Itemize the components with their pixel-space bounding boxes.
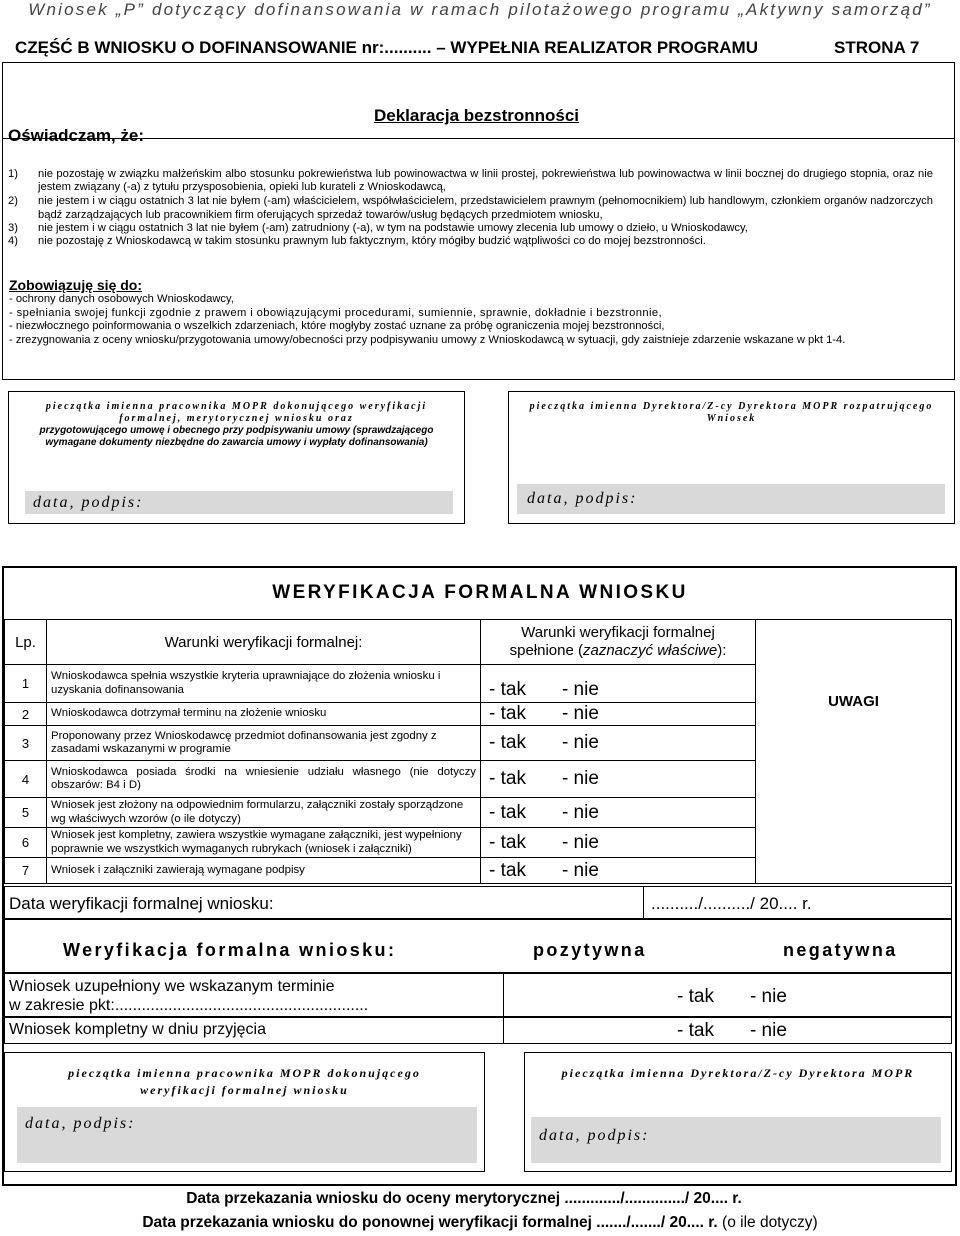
stamp-label: pieczątka imienna pracownika MOPR dokonującego weryfikacji formalnej, merytorycznej wniosku oraz	[45, 401, 428, 424]
tak-nie-choice[interactable]: - tak - nie	[677, 1020, 787, 1041]
footer-line-1: Data przekazania wniosku do oceny merytorycznej ............./............../ 20.... r.	[186, 1190, 742, 1207]
complete-text: Wniosek kompletny w dniu przyjęcia	[9, 1021, 266, 1038]
obligations-list	[9, 293, 939, 347]
result-row	[4, 918, 952, 974]
tak-nie-choice[interactable]: - tak - nie	[481, 828, 756, 858]
supplement-row	[4, 972, 952, 1018]
obligation-item: - zrezygnowania z oceny wniosku/przygotowania umowy/obecności przy podpisywaniu umowy z Wnioskodawcą w sytuacji, gdy zaistnieje zdarzenie wskazane w pkt 1-4.	[9, 333, 846, 346]
table-header-row	[5, 620, 952, 665]
document-header: Wniosek „P” dotyczący dofinansowania w ramach pilotażowego programu „Aktywny samorząd”	[28, 0, 932, 19]
result-positive[interactable]: pozytywna	[533, 940, 647, 960]
date-value[interactable]: ........../........../ 20.... r.	[651, 894, 812, 913]
declaration-header-box	[2, 62, 955, 139]
date-signature-field[interactable]: data, podpis:	[531, 1117, 941, 1163]
col-notes: UWAGI	[756, 620, 952, 884]
table-row: 4 Wnioskodawca posiada środki na wniesienie udziału własnego (nie dotyczy obszarów: B4 i D) - tak - nie	[5, 761, 952, 798]
date-signature-field[interactable]: data, podpis:	[17, 1107, 477, 1163]
table-row: 6 Wniosek jest kompletny, zawiera wszystkie wymagane załączniki, jest wypełniony poprawnie we wszystkich wymaganych rubrykach (wniosek i załączniki) - tak - nie	[5, 828, 952, 858]
obligation-item: - ochrony danych osobowych Wnioskodawcy,	[9, 293, 234, 305]
obligation-item: - niezwłocznego poinformowania o wszelkich zdarzeniach, które mogłyby zostać uznane za próbę ograniczenia mojej bezstronności,	[9, 320, 665, 333]
tak-nie-choice[interactable]: - tak - nie	[481, 726, 756, 761]
declaration-item: 2) nie jestem i w ciągu ostatnich 3 lat nie byłem (-am) właścicielem, współwłaścicielem, przedstawicielem prawnym (pełnomocnikiem) lub handlowym, członkiem organów nadzorczych bądź zarządzających lub pracownikiem firm oferujących sprzedaż towarów/usług będących przedmiotem wniosku,	[8, 195, 933, 221]
date-signature-field[interactable]: data, podpis:	[517, 484, 945, 514]
divider	[503, 1017, 504, 1043]
declaration-heading: Deklaracja bezstronności	[374, 106, 580, 125]
declaration-item: 1) nie pozostaję w związku małżeńskim albo stosunku pokrewieństwa lub powinowactwa w linii prostej, pokrewieństwa lub powinowactwa w linii bocznej do drugiego stopnia, oraz nie jestem związany (-a) z tytułu przysposobienia, opieki lub kurateli z Wnioskodawcą,	[8, 168, 933, 194]
col-met: Warunki weryfikacji formalnej spełnione (zaznaczyć właściwe):	[481, 620, 756, 665]
date-label: Data weryfikacji formalnej wniosku:	[9, 894, 274, 913]
stamp-label: pieczątka imienna pracownika MOPR dokonującego weryfikacji formalnej wniosku	[68, 1066, 421, 1097]
col-conditions: Warunki weryfikacji formalnej:	[47, 620, 481, 665]
obligation-item: - spełniania swojej funkcji zgodnie z prawem i obowiązującymi procedurami, sumiennie, sprawnie, dokładnie i bezstronnie,	[9, 306, 663, 319]
table-row: 2 Wnioskodawca dotrzymał terminu na złożenie wniosku - tak - nie	[5, 703, 952, 726]
col-lp: Lp.	[5, 620, 47, 665]
stamp-label: pieczątka imienna Dyrektora/Z-cy Dyrektora MOPR	[561, 1066, 915, 1080]
tak-nie-choice[interactable]: - tak - nie	[481, 858, 756, 884]
declaration-item: 3) nie jestem i w ciągu ostatnich 3 lat nie byłem (-am) zatrudniony (-a), w tym na podstawie umowy zlecenia lub umowy o dzieło, u Wnioskodawcy,	[8, 221, 748, 234]
result-label: Weryfikacja formalna wniosku:	[63, 940, 397, 960]
declaration-item: 4) nie pozostaję z Wnioskodawcą w takim stosunku prawnym lub faktycznym, który mógłby budzić wątpliwości co do mojej bezstronności.	[8, 235, 706, 248]
tak-nie-choice[interactable]: - tak - nie	[481, 761, 756, 798]
page-number: STRONA 7	[834, 38, 920, 57]
tak-nie-choice[interactable]: - tak - nie	[481, 665, 756, 703]
date-row	[4, 886, 952, 920]
table-row: 7 Wniosek i załączniki zawierają wymagane podpisy - tak - nie	[5, 858, 952, 884]
tak-nie-choice[interactable]: - tak - nie	[481, 798, 756, 828]
part-title: CZĘŚĆ B WNIOSKU O DOFINANSOWANIE nr:.......... – WYPEŁNIA REALIZATOR PROGRAMU	[15, 38, 758, 57]
table-row: 1 Wnioskodawca spełnia wszystkie kryteria uprawniające do złożenia wniosku i uzyskania dofinansowania - tak - nie	[5, 665, 952, 703]
signature-box-employee	[8, 391, 465, 524]
footer-line-2: Data przekazania wniosku do ponownej weryfikacji formalnej ......./......./ 20.... r. (o ile dotyczy)	[142, 1214, 818, 1231]
tak-nie-choice[interactable]: - tak - nie	[677, 986, 787, 1007]
verification-table	[4, 619, 952, 884]
signature-box-employee-2	[4, 1052, 485, 1172]
complete-row	[4, 1016, 952, 1044]
declaration-list	[8, 168, 933, 248]
declaration-intro: Oświadczam, że:	[8, 126, 145, 145]
tak-nie-choice[interactable]: - tak - nie	[481, 703, 756, 726]
date-signature-field[interactable]: data, podpis:	[25, 491, 453, 514]
signature-box-director-2	[524, 1052, 952, 1172]
result-negative[interactable]: negatywna	[783, 940, 898, 960]
table-row: 3 Proponowany przez Wnioskodawcę przedmiot dofinansowania jest zgodny z zasadami wskazanymi w programie - tak - nie	[5, 726, 952, 761]
stamp-sublabel: przygotowującego umowę i obecnego przy podpisywaniu umowy (sprawdzającego wymagane dokumenty niezbędne do zawarcia umowy i wypłaty dofinansowania)	[39, 425, 434, 448]
stamp-label: pieczątka imienna Dyrektora/Z-cy Dyrektora MOPR rozpatrującego Wniosek	[529, 401, 934, 424]
signature-box-director	[508, 391, 955, 524]
verification-title: WERYFIKACJA FORMALNA WNIOSKU	[272, 582, 688, 603]
supplement-text: Wniosek uzupełniony we wskazanym terminie w zakresie pkt:.........................................................	[9, 978, 369, 1014]
table-row: 5 Wniosek jest złożony na odpowiednim formularzu, załączniki zostały sporządzone wg właściwych wzorów (o ile dotyczy) - tak - nie	[5, 798, 952, 828]
divider	[643, 887, 644, 919]
divider	[503, 973, 504, 1017]
obligations-heading: Zobowiązuję się do:	[9, 277, 143, 293]
